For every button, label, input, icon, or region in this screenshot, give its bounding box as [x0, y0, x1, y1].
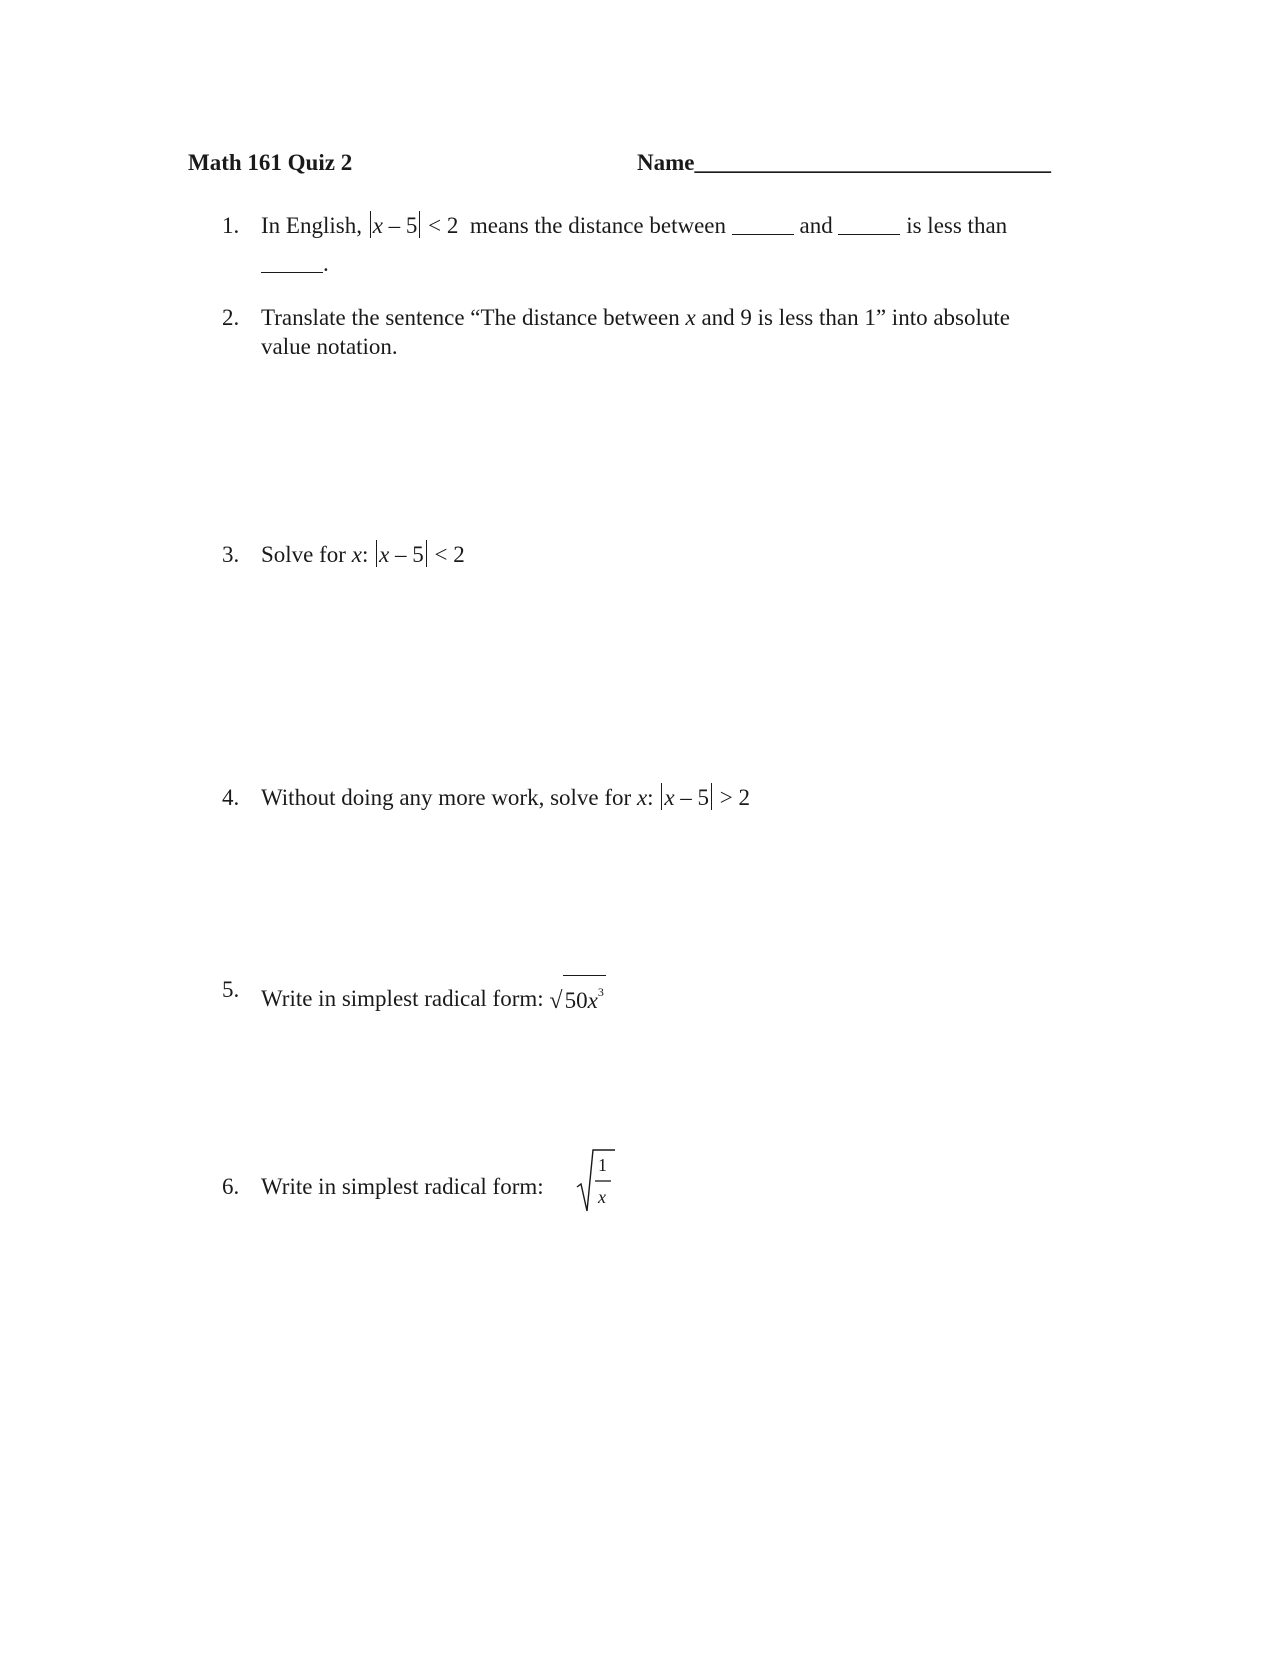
question-1-math-middle: – 5: [382, 213, 418, 238]
radicand-exponent: 3: [597, 985, 604, 999]
radical-sign-icon: [575, 1147, 615, 1217]
question-3-math-middle: – 5: [389, 542, 424, 567]
question-4-prompt: Without doing any more work, solve for: [261, 785, 637, 810]
radicand-variable: x: [587, 988, 598, 1013]
question-6-text: [261, 1172, 544, 1202]
question-3-number: 3.: [222, 542, 240, 567]
answer-blank-3[interactable]: [261, 252, 323, 273]
abs-bar-right: [419, 211, 420, 238]
abs-bar-left: [370, 211, 371, 238]
question-4-var: x: [636, 785, 648, 810]
question-4-inequality: [659, 785, 750, 810]
abs-bar-left: [376, 540, 377, 567]
question-1-math-after: < 2: [422, 213, 459, 238]
question-3-math-after: < 2: [428, 542, 465, 567]
question-3-inequality: [374, 542, 465, 567]
question-3-text: [261, 540, 465, 570]
question-3-prompt: Solve for: [261, 542, 352, 567]
name-field-label: Name_______________________________: [637, 150, 1051, 175]
question-5-text: [261, 975, 606, 1016]
question-1-line-2-end: .: [323, 251, 329, 276]
answer-blank-1[interactable]: [732, 214, 794, 235]
question-2-text-a: Translate the sentence “The distance between: [261, 305, 686, 330]
question-1-math-var: x: [372, 213, 383, 238]
fraction-numerator: 1: [598, 1155, 607, 1175]
fraction-square-root: [575, 1147, 615, 1217]
question-1-text-middle: means the distance between: [469, 213, 726, 238]
question-2-var: x: [685, 305, 696, 330]
question-1-line-1: [261, 211, 1007, 241]
question-1-text-and: and: [799, 213, 833, 238]
abs-bar-right: [711, 783, 712, 810]
radical-sign-icon: √: [549, 988, 563, 1014]
abs-bar-left: [661, 783, 662, 810]
quiz-title: Math 161 Quiz 2: [188, 150, 353, 175]
question-2-line-2: value notation.: [261, 334, 398, 359]
question-4-text: [261, 783, 750, 813]
question-4-colon: :: [647, 785, 654, 810]
question-4-math-var: x: [664, 785, 675, 810]
question-6-prompt: Write in simplest radical form:: [261, 1174, 544, 1199]
question-4-math-after: > 2: [714, 785, 751, 810]
square-root-expression: [549, 975, 605, 1016]
question-3-colon: :: [361, 542, 369, 567]
question-1-line-2: [261, 249, 329, 279]
question-1-inequality: [368, 213, 464, 238]
question-2-text-b: and 9 is less than 1” into absolute: [695, 305, 1010, 330]
question-2-line-1: [261, 303, 1010, 333]
question-4-number: 4.: [222, 785, 240, 810]
question-4-math-middle: – 5: [674, 785, 710, 810]
answer-blank-2[interactable]: [838, 214, 900, 235]
question-5-number: 5.: [222, 977, 240, 1002]
question-3-var: x: [351, 542, 362, 567]
question-5-prompt: Write in simplest radical form:: [261, 986, 544, 1011]
question-1-text-end: is less than: [906, 213, 1008, 238]
fraction-denominator: x: [598, 1187, 606, 1207]
abs-bar-right: [426, 540, 427, 567]
radicand: [563, 975, 606, 1016]
question-2-number: 2.: [222, 305, 240, 330]
question-3-math-var: x: [379, 542, 390, 567]
question-1-number: 1.: [222, 213, 240, 238]
question-1-text-before: In English,: [261, 213, 362, 238]
question-6-number: 6.: [222, 1174, 240, 1199]
radicand-coefficient: 50: [564, 988, 588, 1013]
